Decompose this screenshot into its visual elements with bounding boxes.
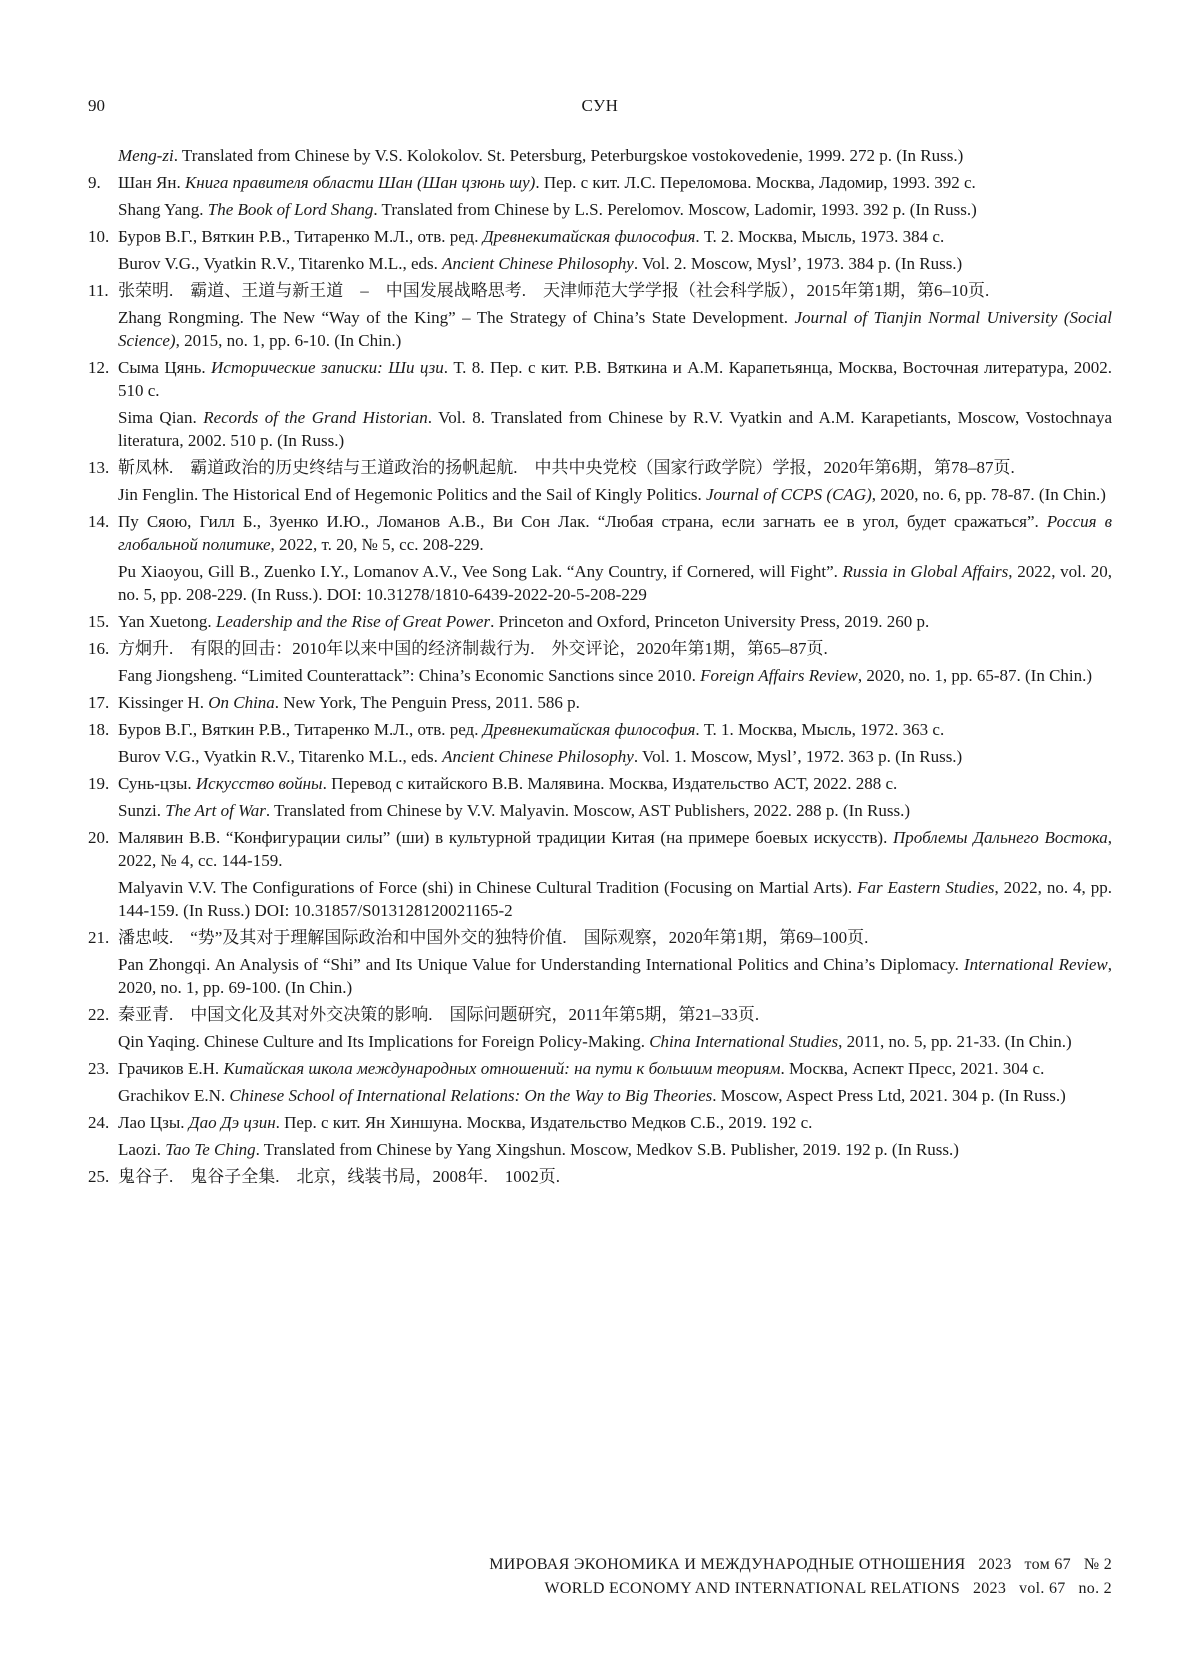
reference-number: 22.	[88, 1003, 109, 1026]
reference-english: Meng-zi. Translated from Chinese by V.S. Kolokolov. St. Petersburg, Peterburgskoe vostokovedenie, 1999. 272 p. (In Russ.)	[118, 144, 1112, 167]
reference-number: 10.	[88, 225, 109, 248]
reference-9	[88, 171, 1112, 221]
reference-english: Jin Fenglin. The Historical End of Hegemonic Politics and the Sail of Kingly Politics. Journal of CCPS (CAG), 2020, no. 6, pp. 78-87. (In Chin.)	[118, 483, 1112, 506]
reference-number: 20.	[88, 826, 109, 849]
reference-number: 23.	[88, 1057, 109, 1080]
reference-original: Сунь-цзы. Искусство войны. Перевод с китайского В.В. Малявина. Москва, Издательство АСТ, 2022. 288 с.	[118, 772, 1112, 795]
reference-25	[88, 1165, 1112, 1188]
reference-19	[88, 772, 1112, 822]
reference-24	[88, 1111, 1112, 1161]
reference-original: Лао Цзы. Дао Дэ цзин. Пер. с кит. Ян Хиншуна. Москва, Издательство Медков С.Б., 2019. 192 с.	[118, 1111, 1112, 1134]
reference-original: 张荣明. 霸道、王道与新王道 – 中国发展战略思考. 天津师范大学学报（社会科学版），2015年第1期，第6–10页.	[118, 279, 1112, 302]
reference-number: 17.	[88, 691, 109, 714]
reference-list	[88, 144, 1112, 1188]
reference-number: 9.	[88, 171, 101, 194]
journal-footer-russian: МИРОВАЯ ЭКОНОМИКА И МЕЖДУНАРОДНЫЕ ОТНОШЕНИЯ 2023 том 67 № 2	[88, 1556, 1112, 1574]
reference-number: 18.	[88, 718, 109, 741]
reference-english: Sunzi. The Art of War. Translated from Chinese by V.V. Malyavin. Moscow, AST Publishers, 2022. 288 p. (In Russ.)	[118, 799, 1112, 822]
reference-22	[88, 1003, 1112, 1053]
reference-title: Meng-zi	[118, 146, 174, 165]
reference-english: Fang Jiongsheng. “Limited Counterattack”: China’s Economic Sanctions since 2010. Foreign Affairs Review, 2020, no. 1, pp. 65-87. (In Chin.)	[118, 664, 1112, 687]
reference-13	[88, 456, 1112, 506]
reference-original: Буров В.Г., Вяткин Р.В., Титаренко М.Л., отв. ред. Древнекитайская философия. Т. 2. Москва, Мысль, 1973. 384 с.	[118, 225, 1112, 248]
reference-number: 19.	[88, 772, 109, 795]
reference-english: Grachikov E.N. Chinese School of International Relations: On the Way to Big Theories. Moscow, Aspect Press Ltd, 2021. 304 p. (In Russ.)	[118, 1084, 1112, 1107]
reference-english: Burov V.G., Vyatkin R.V., Titarenko M.L., eds. Ancient Chinese Philosophy. Vol. 1. Moscow, Mysl’, 1972. 363 p. (In Russ.)	[118, 745, 1112, 768]
reference-number: 24.	[88, 1111, 109, 1134]
reference-original: Сыма Цянь. Исторические записки: Ши цзи. Т. 8. Пер. с кит. Р.В. Вяткина и А.М. Карапетьянца, Москва, Восточная литература, 2002. 510 с.	[118, 356, 1112, 402]
reference-original: 方炯升. 有限的回击：2010年以来中国的经济制裁行为. 外交评论，2020年第1期，第65–87页.	[118, 637, 1112, 660]
reference-english: Zhang Rongming. The New “Way of the King” – The Strategy of China’s State Development. Journal of Tianjin Normal University (Social Science), 2015, no. 1, pp. 6-10. (In Chin.)	[118, 306, 1112, 352]
reference-number: 11.	[88, 279, 109, 302]
reference-17	[88, 691, 1112, 714]
reference-original: 秦亚青. 中国文化及其对外交决策的影响. 国际问题研究，2011年第5期，第21–33页.	[118, 1003, 1112, 1026]
reference-12	[88, 356, 1112, 452]
reference-continuation	[88, 144, 1112, 167]
reference-english: Burov V.G., Vyatkin R.V., Titarenko M.L., eds. Ancient Chinese Philosophy. Vol. 2. Moscow, Mysl’, 1973. 384 p. (In Russ.)	[118, 252, 1112, 275]
reference-original: Буров В.Г., Вяткин Р.В., Титаренко М.Л., отв. ред. Древнекитайская философия. Т. 1. Москва, Мысль, 1972. 363 с.	[118, 718, 1112, 741]
reference-english: Qin Yaqing. Chinese Culture and Its Implications for Foreign Policy-Making. China International Studies, 2011, no. 5, pp. 21-33. (In Chin.)	[118, 1030, 1112, 1053]
reference-number: 15.	[88, 610, 109, 633]
reference-english: Laozi. Tao Te Ching. Translated from Chinese by Yang Xingshun. Moscow, Medkov S.B. Publisher, 2019. 192 p. (In Russ.)	[118, 1138, 1112, 1161]
reference-english: Shang Yang. The Book of Lord Shang. Translated from Chinese by L.S. Perelomov. Moscow, Ladomir, 1993. 392 p. (In Russ.)	[118, 198, 1112, 221]
reference-original: 潘忠岐. “势”及其对于理解国际政治和中国外交的独特价值. 国际观察，2020年第1期，第69–100页.	[118, 926, 1112, 949]
page-number: 90	[88, 96, 105, 116]
reference-11	[88, 279, 1112, 352]
reference-english: Pu Xiaoyou, Gill B., Zuenko I.Y., Lomanov A.V., Vee Song Lak. “Any Country, if Cornered, will Fight”. Russia in Global Affairs, 2022, vol. 20, no. 5, pp. 208-229. (In Russ.). DOI: 10.31278/1810-6439-2022-20-5-208-229	[118, 560, 1112, 606]
reference-original: Пу Сяою, Гилл Б., Зуенко И.Ю., Ломанов А.В., Ви Сон Лак. “Любая страна, если загнать ее в угол, будет сражаться”. Россия в глобальной политике, 2022, т. 20, № 5, сс. 208-229.	[118, 510, 1112, 556]
reference-number: 25.	[88, 1165, 109, 1188]
reference-original: Yan Xuetong. Leadership and the Rise of Great Power. Princeton and Oxford, Princeton University Press, 2019. 260 p.	[118, 610, 1112, 633]
reference-original: Грачиков Е.Н. Китайская школа международных отношений: на пути к большим теориям. Москва, Аспект Пресс, 2021. 304 с.	[118, 1057, 1112, 1080]
reference-original: Kissinger H. On China. New York, The Penguin Press, 2011. 586 p.	[118, 691, 1112, 714]
reference-16	[88, 637, 1112, 687]
reference-english: Malyavin V.V. The Configurations of Force (shi) in Chinese Cultural Tradition (Focusing on Martial Arts). Far Eastern Studies, 2022, no. 4, pp. 144-159. (In Russ.) DOI: 10.31857/S013128120021165-2	[118, 876, 1112, 922]
reference-number: 13.	[88, 456, 109, 479]
reference-number: 16.	[88, 637, 109, 660]
reference-14	[88, 510, 1112, 606]
reference-english: Pan Zhongqi. An Analysis of “Shi” and Its Unique Value for Understanding International Politics and China’s Diplomacy. International Review, 2020, no. 1, pp. 69-100. (In Chin.)	[118, 953, 1112, 999]
journal-footer-english: WORLD ECONOMY AND INTERNATIONAL RELATIONS 2023 vol. 67 no. 2	[88, 1580, 1112, 1598]
running-head: СУН	[88, 96, 1112, 116]
reference-number: 14.	[88, 510, 109, 533]
reference-21	[88, 926, 1112, 999]
reference-18	[88, 718, 1112, 768]
reference-original: Малявин В.В. “Конфигурации силы” (ши) в культурной традиции Китая (на примере боевых искусств). Проблемы Дальнего Востока, 2022, № 4, сс. 144-159.	[118, 826, 1112, 872]
reference-number: 21.	[88, 926, 109, 949]
reference-original: 靳凤林. 霸道政治的历史终结与王道政治的扬帆起航. 中共中央党校（国家行政学院）学报，2020年第6期，第78–87页.	[118, 456, 1112, 479]
reference-original: Шан Ян. Книга правителя области Шан (Шан цзюнь шу). Пер. с кит. Л.С. Переломова. Москва, Ладомир, 1993. 392 с.	[118, 171, 1112, 194]
reference-20	[88, 826, 1112, 922]
reference-number: 12.	[88, 356, 109, 379]
reference-english: Sima Qian. Records of the Grand Historian. Vol. 8. Translated from Chinese by R.V. Vyatkin and A.M. Karapetiants, Moscow, Vostochnaya literatura, 2002. 510 p. (In Russ.)	[118, 406, 1112, 452]
reference-10	[88, 225, 1112, 275]
page-header	[88, 96, 1112, 120]
reference-23	[88, 1057, 1112, 1107]
reference-original: 鬼谷子. 鬼谷子全集. 北京，线装书局，2008年. 1002页.	[118, 1165, 1112, 1188]
reference-15	[88, 610, 1112, 633]
